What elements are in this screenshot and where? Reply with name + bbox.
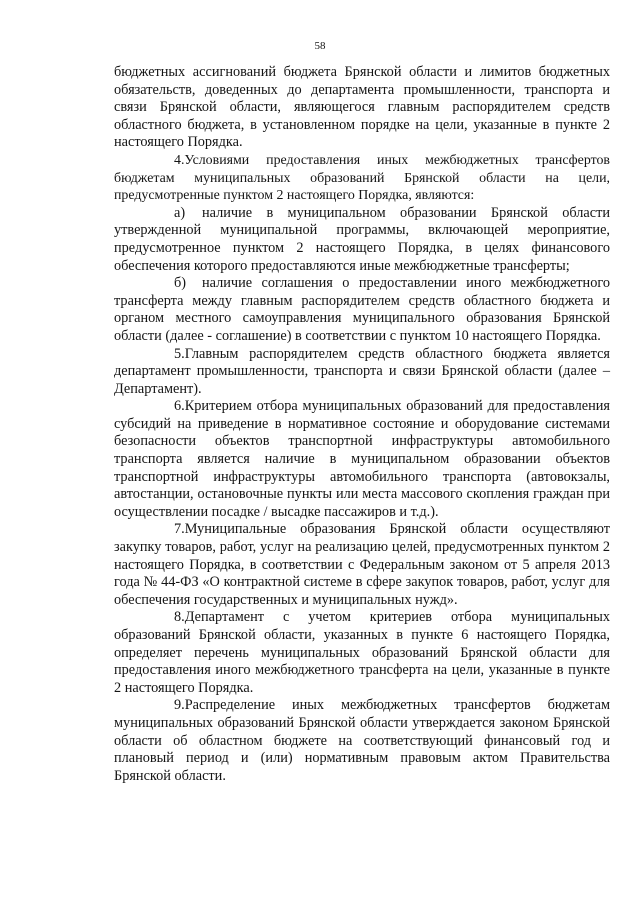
page-number: 58 bbox=[314, 40, 326, 52]
paragraph-6 bbox=[114, 398, 610, 521]
paragraph-number: 9. bbox=[174, 697, 185, 714]
paragraph-text: наличие в муниципальном образовании Брянской области утвержденной муниципальной программы, включающей мероприятие, предусмотренное пунктом 2 настоящего Порядка, в целях финансового обеспечения которого предоставляются иные межбюджетные трансферты; bbox=[114, 204, 610, 274]
paragraph-7 bbox=[114, 521, 610, 609]
paragraph-8 bbox=[114, 609, 610, 697]
paragraph-number: 6. bbox=[174, 398, 185, 415]
paragraph-number: 7. bbox=[174, 521, 185, 538]
paragraph-text: Департамент с учетом критериев отбора муниципальных образований Брянской области, указанных в пункте 6 настоящего Порядка, определяет перечень муниципальных образований Брянской области для предоставления иного межбюджетного трансферта на цели, указанные в пункте 2 настоящего Порядка. bbox=[114, 609, 610, 696]
paragraph-text: наличие соглашения о предоставлении иного межбюджетного трансферта между главным распорядителем средств областного бюджета и органом местного самоуправления муниципального образования Брянской области (далее - соглашение) в соответствии с пунктом 10 настоящего Порядка. bbox=[114, 275, 610, 344]
paragraph-4 bbox=[114, 152, 610, 205]
paragraph-9 bbox=[114, 697, 610, 785]
paragraph-text: бюджетных ассигнований бюджета Брянской области и лимитов бюджетных обязательств, доведенных до департамента промышленности, транспорта и связи Брянской области, являющегося главным распорядителем средств областного бюджета, в установленном порядке на цели, указанные в пункте 2 настоящего Порядка. bbox=[114, 64, 610, 151]
paragraph-number: 5. bbox=[174, 345, 185, 362]
paragraph-5 bbox=[114, 346, 610, 399]
paragraph-text: Критерием отбора муниципальных образований для предоставления субсидий на приведение в нормативное состояние и оборудование системами безопасности объектов транспортной инфраструктуры автомобильного транспорта является наличие в муниципальном образовании объектов транспортной инфраструктуры автомобильного транспорта (автовокзалы, автостанции, остановочные пункты или места массового скопления граждан при осуществлении посадке / высадке пассажиров и т.д.). bbox=[114, 398, 610, 520]
paragraph-number: 8. bbox=[174, 609, 185, 626]
paragraph-text: Главным распорядителем средств областного бюджета является департамент промышленности, транспорта и связи Брянской области (далее – Департамент). bbox=[114, 345, 610, 397]
subparagraph-b bbox=[114, 275, 610, 345]
subparagraph-a bbox=[114, 205, 610, 275]
paragraph-text: Условиями предоставления иных межбюджетных трансфертов бюджетам муниципальных образований Брянской области на цели, предусмотренные пунктом 2 настоящего Порядка, являются: bbox=[114, 152, 610, 204]
paragraph-text: Муниципальные образования Брянской области осуществляют закупку товаров, работ, услуг на реализацию целей, предусмотренных пунктом 2 настоящего Порядка, в соответствии с Федеральным законом от 5 апреля 2013 года № 44-ФЗ «О контрактной системе в сфере закупок товаров, работ, услуг для обеспечения государственных и муниципальных нужд». bbox=[114, 521, 610, 608]
paragraph-text: Распределение иных межбюджетных трансфертов бюджетам муниципальных образований Брянской области утверждается законом Брянской области об областном бюджете на соответствующий финансовый год и плановый период и (или) нормативным правовым актом Правительства Брянской области. bbox=[114, 697, 610, 784]
paragraph-number: 4. bbox=[174, 152, 185, 168]
subparagraph-mark: б) bbox=[174, 275, 187, 292]
document-body bbox=[114, 64, 610, 785]
subparagraph-mark: а) bbox=[174, 204, 186, 221]
paragraph-continuation bbox=[114, 64, 610, 152]
